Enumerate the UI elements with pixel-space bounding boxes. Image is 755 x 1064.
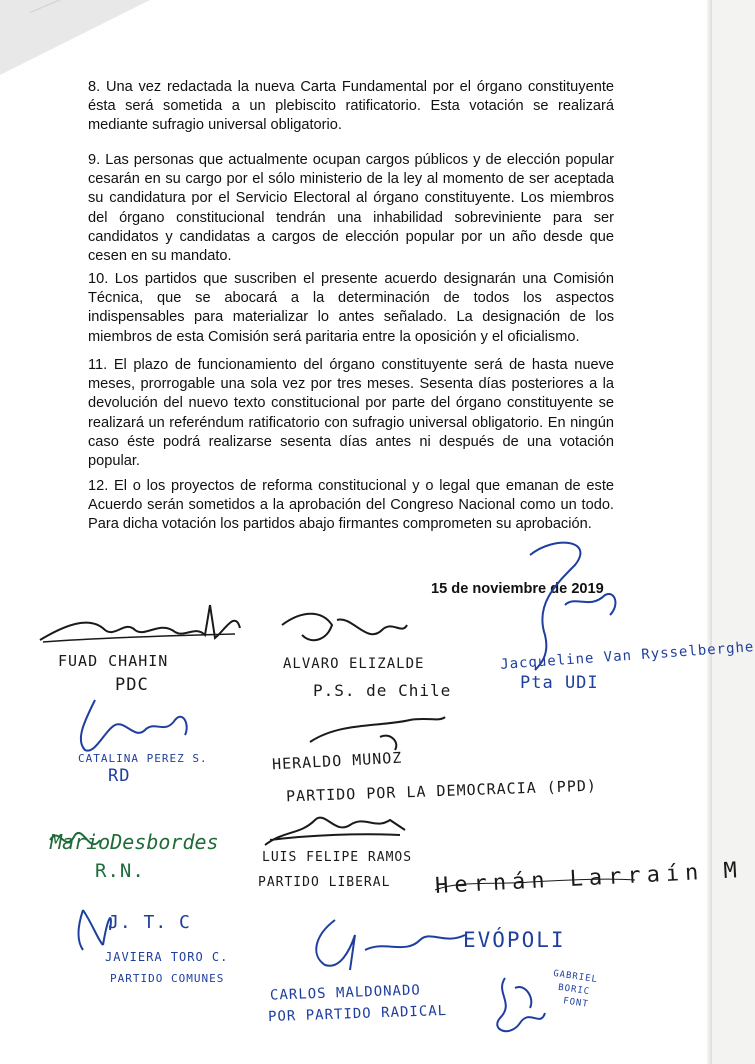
signature-label-evopoli: EVÓPOLI [463, 928, 566, 952]
signature-label-van-rysselberghe-name: Jacqueline Van Rysselberghe [499, 639, 755, 673]
signature-label-boric-line3: FONT [562, 996, 590, 1010]
signature-label-munoz-name: HERALDO MUNOZ [271, 748, 403, 774]
signature-label-toro-party: PARTIDO COMUNES [110, 972, 225, 985]
signature-label-ramos-name: LUIS FELIPE RAMOS [262, 850, 413, 865]
signature-label-munoz-party: PARTIDO POR LA DEMOCRACIA (PPD) [285, 776, 598, 806]
signature-label-chahin-name: FUAD CHAHIN [58, 652, 169, 670]
signature-boric [485, 968, 555, 1043]
folded-corner-shadow [0, 0, 150, 75]
paragraph-11: 11. El plazo de funcionamiento del órgano constituyente será de hasta nueve meses, prorrogable una sola vez por tres meses. Sesenta días posteriores a la devolución del nuevo texto constitucional por parte del órgano constituyente se realizará un referéndum ratificatorio con sufragio universal obligatorio. En ningún caso éste podrá realizarse sesenta días antes ni después de una votación popular. [88, 357, 614, 470]
signature-maldonado [295, 910, 475, 980]
signature-label-larrain-name: Hernán Larraín M [434, 857, 744, 900]
page-edge-shadow [706, 0, 712, 1064]
document-date: 15 de noviembre de 2019 [431, 581, 604, 597]
signature-label-ramos-party: PARTIDO LIBERAL [258, 875, 391, 890]
paragraph-8: 8. Una vez redactada la nueva Carta Fundamental por el órgano constituyente ésta será sometida a un plebiscito ratificatorio. Esta votación se realizará mediante sufragio universal obligatorio. [88, 79, 614, 134]
signature-label-elizalde-name: ALVARO ELIZALDE [283, 656, 425, 672]
signature-label-perez-name: CATALINA PEREZ S. [78, 752, 208, 765]
signature-label-desbordes-name: MarioDesbordes [50, 830, 219, 854]
signature-label-boric-line1: GABRIEL [552, 968, 599, 986]
signature-chahin [35, 590, 245, 650]
signature-label-toro-name: JAVIERA TORO C. [105, 950, 229, 964]
signature-label-van-rysselberghe-party: Pta UDI [520, 673, 599, 693]
signature-label-maldonado-party: POR PARTIDO RADICAL [267, 1002, 448, 1026]
signature-elizalde [272, 605, 412, 655]
signature-label-elizalde-party: P.S. de Chile [313, 681, 452, 700]
paragraph-10: 10. Los partidos que suscriben el presente acuerdo designarán una Comisión Técnica, que se abocará a la determinación de todos los aspectos indispensables para materializar lo antes señalado. La designación de los miembros de esta Comisión será paritaria entre la oposición y el oficialismo. [88, 271, 614, 345]
paragraph-9: 9. Las personas que actualmente ocupan cargos públicos y de elección popular cesarán en su cargo por el sólo ministerio de la ley al momento de ser aceptada su candidatura por el Servicio Electoral al órgano constituyente. Los miembros del órgano constitucional tendrán una inhabilidad sobreviniente para ser candidatos y candidatas a cargos de elección popular por un año desde que cesen en su mandato. [88, 152, 614, 265]
signature-label-chahin-party: PDC [115, 675, 149, 695]
signature-label-boric-line2: BORIC [557, 982, 591, 998]
signature-label-perez-party: RD [108, 766, 131, 786]
signature-label-maldonado-name: CARLOS MALDONADO [269, 982, 422, 1004]
paragraph-12: 12. El o los proyectos de reforma constitucional y o legal que emanan de este Acuerdo serán sometidos a la aprobación del Congreso Nacional como un todo. Para dicha votación los partidos abajo firmantes comprometen su aprobación. [88, 478, 614, 533]
signature-perez [65, 690, 195, 760]
signature-label-desbordes-party: R.N. [95, 860, 145, 882]
signature-ramos [260, 805, 410, 850]
signature-label-toro-initials: J. T. C [108, 912, 191, 933]
